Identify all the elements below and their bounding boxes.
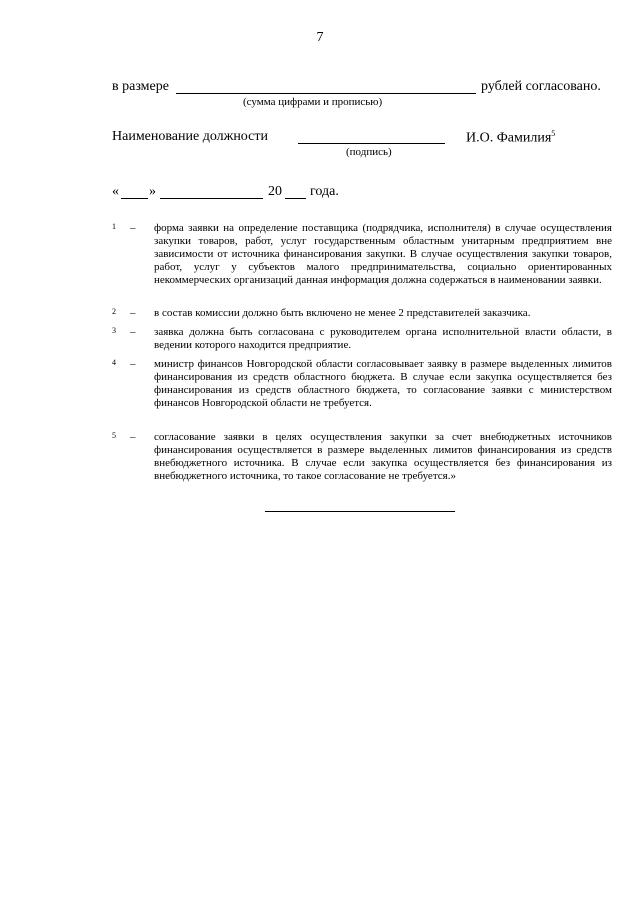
name-footnote-ref: 5 [551,129,556,138]
footnote-dash: – [130,431,136,443]
position-label: Наименование должности [112,129,268,144]
closing-divider [265,511,455,512]
date-open-quote: « [112,184,119,199]
amount-prefix: в размере [112,79,169,94]
footnote-text: согласование заявки в целях осуществления закупки за счет внебюджетных источников финансирования осуществляется в размере выделенных лимитов финансирования из средств внебюджетного источника. В случае если закупка осуществляется без финансирования из внебюджетного источника, то такое согласование не требуется.» [154,431,612,482]
date-day-line [121,198,148,199]
signature-caption: (подпись) [346,146,392,158]
amount-blank-line [176,93,476,94]
footnote-text: форма заявки на определение поставщика (подрядчика, исполнителя) в случае осуществления закупки товаров, работ, услуг государственным областным унитарным предприятием вне зависимости от источника финансирования закупки. В случае осуществления закупки товаров, работ, услуг у субъектов малого предпринимательства, социально ориентированных некоммерческих организаций данная информация должна содержаться в наименовании заявки. [154,222,612,286]
footnote-3 [112,326,612,354]
footnote-text: в состав комиссии должно быть включено не менее 2 представителей заказчика. [154,307,531,319]
footnote-dash: – [130,222,136,234]
footnote-4 [112,358,612,424]
footnote-1 [112,222,612,302]
footnote-text: заявка должна быть согласована с руководителем органа исполнительной власти области, в ведении которого находится предприятие. [154,326,612,351]
footnote-2 [112,307,612,323]
footnote-number: 5 [112,431,116,440]
footnote-number: 3 [112,326,116,335]
footnote-number: 4 [112,358,116,367]
date-year-prefix: 20 [268,184,282,199]
footnote-dash: – [130,307,136,319]
footnote-dash: – [130,358,136,370]
date-month-line [160,198,263,199]
footnote-5 [112,431,612,497]
footnote-dash: – [130,326,136,338]
name-label: И.О. Фамилия$^5$ [466,129,556,146]
footnote-number: 2 [112,307,116,316]
amount-caption: (сумма цифрами и прописью) [243,96,383,108]
signature-blank-line [298,143,445,144]
footnote-number: 1 [112,222,116,231]
page-number: 7 [316,30,324,45]
amount-suffix: рублей согласовано. [481,79,601,94]
date-year-suffix: года. [310,184,339,199]
date-close-quote: » [149,184,156,199]
date-year-line [285,198,306,199]
footnote-text: министр финансов Новгородской области согласовывает заявку в размере выделенных лимитов финансирования из средств областного бюджета. В случае если закупка осуществляется без финансирования из средств областного бюджета, то согласование заявки с министерством финансов Новгородской области не требуется. [154,358,612,409]
